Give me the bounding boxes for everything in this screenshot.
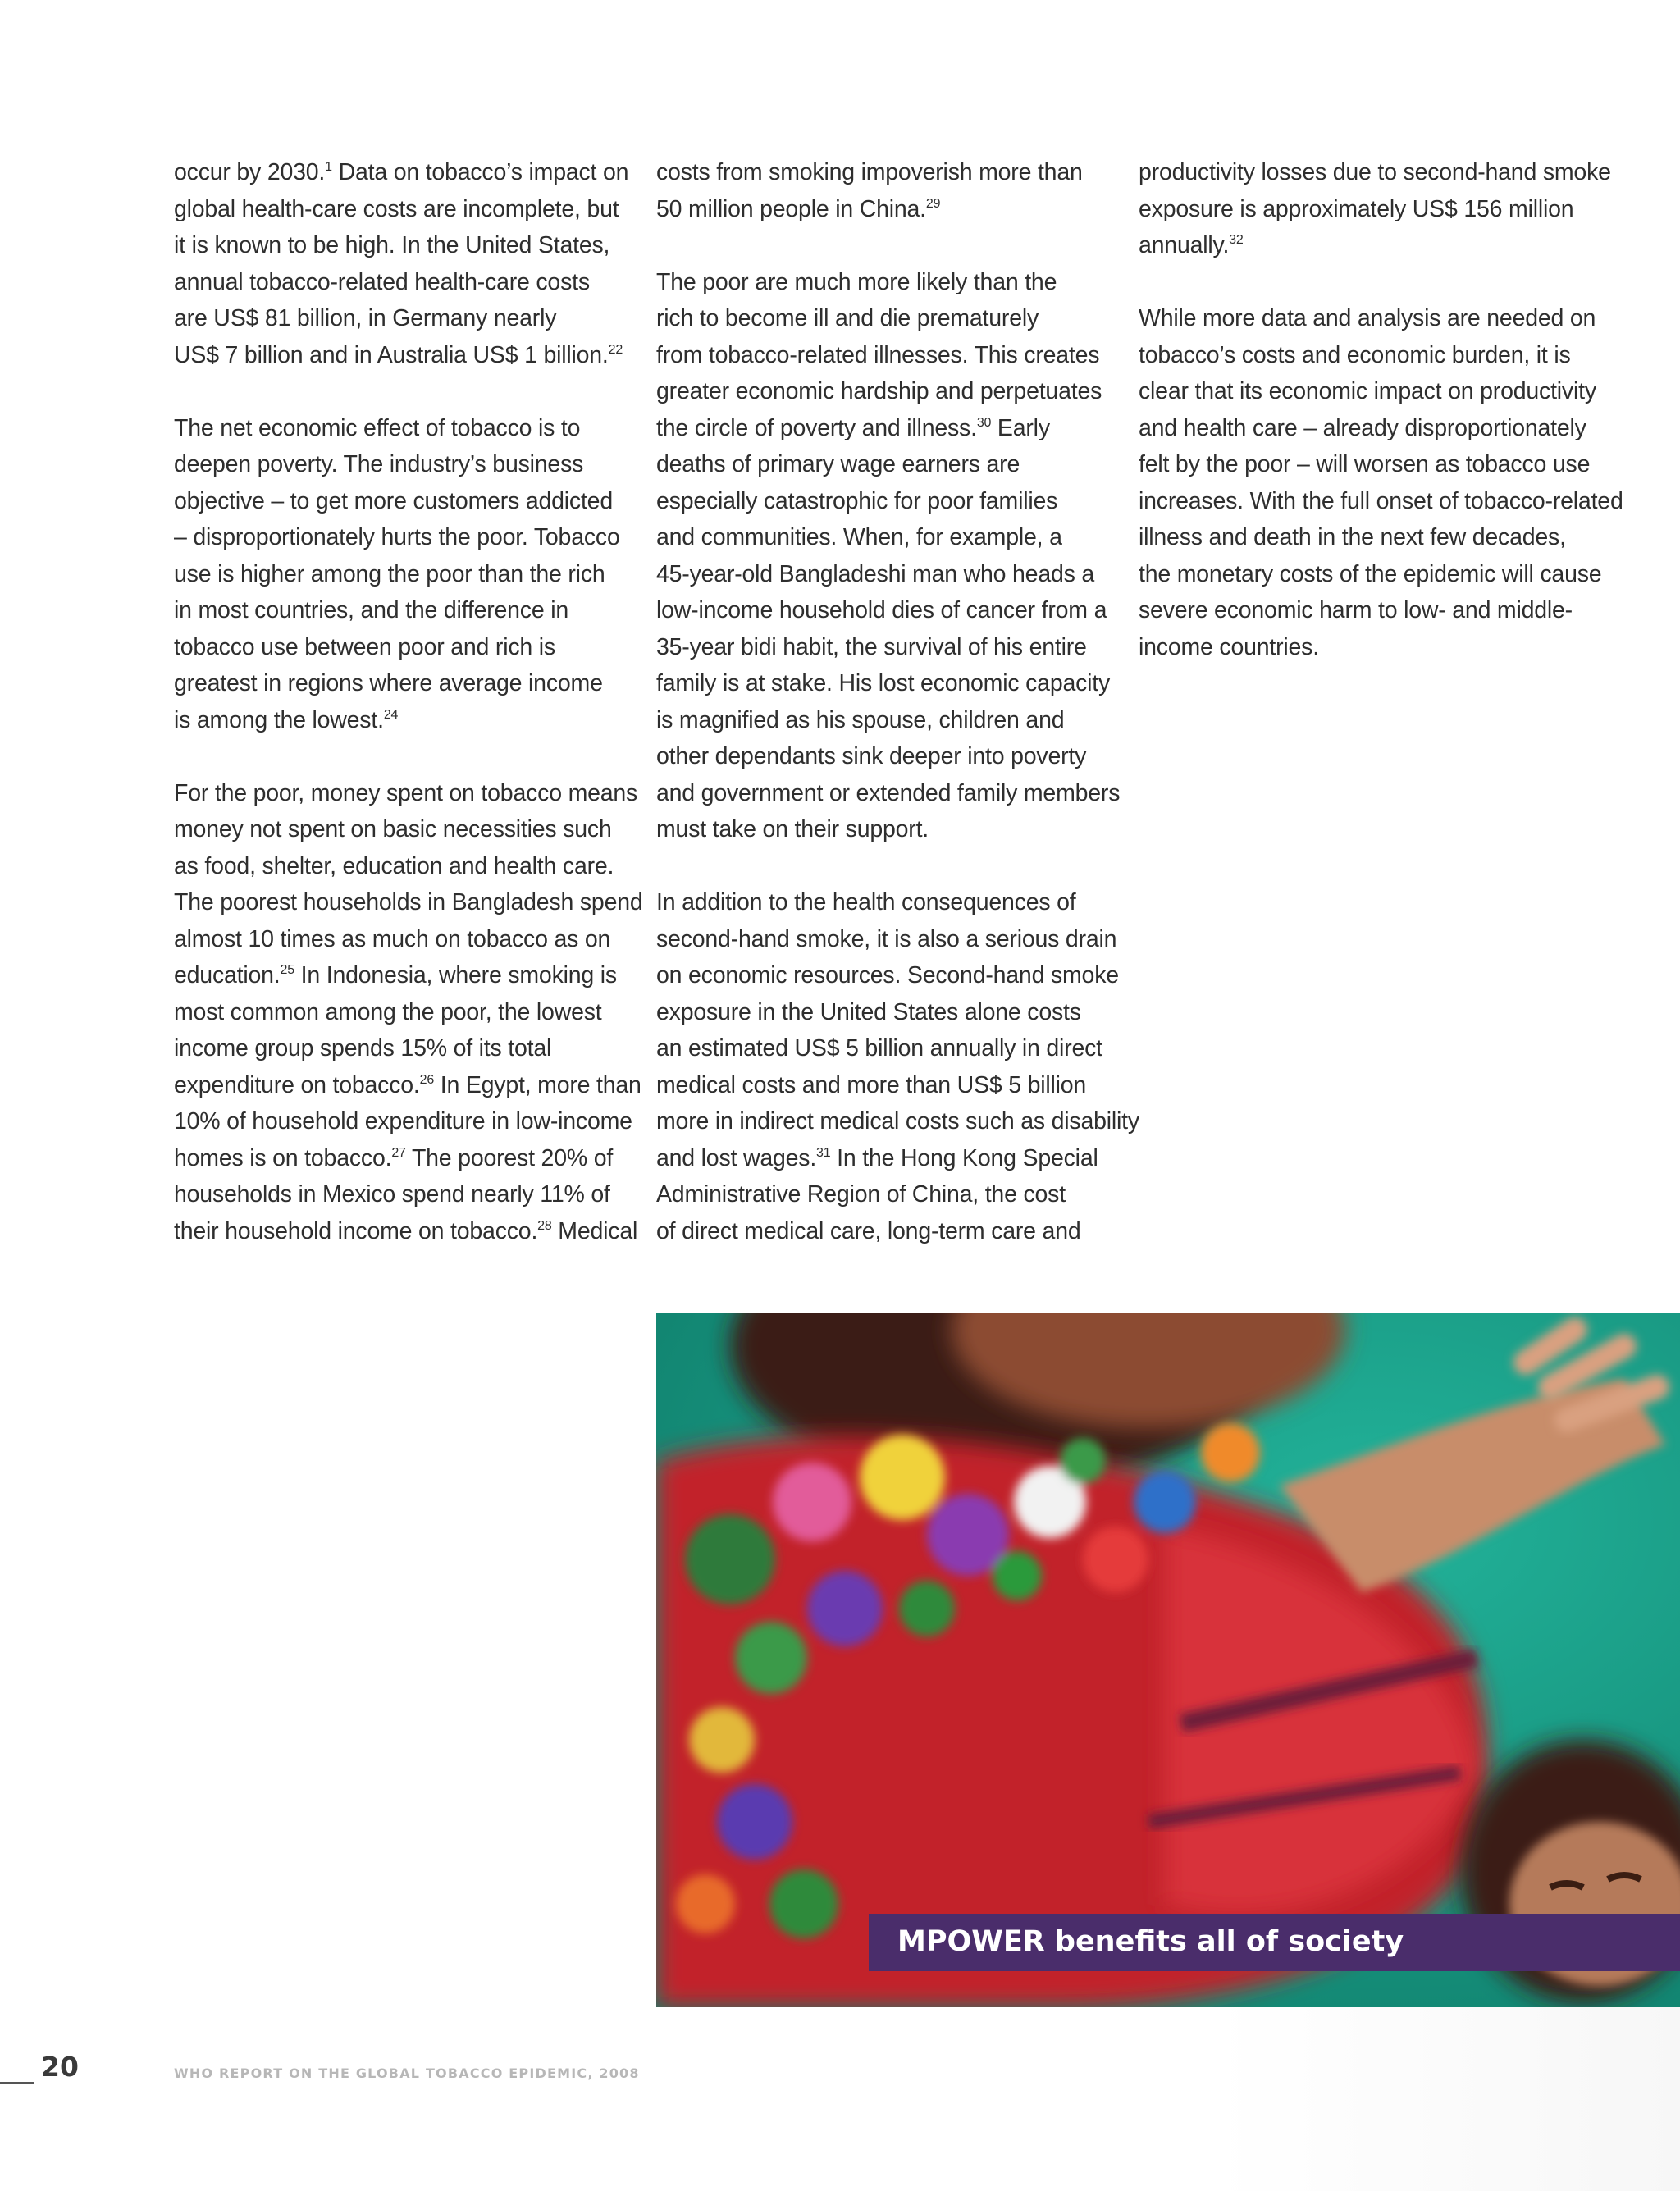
running-footer-title: WHO REPORT ON THE GLOBAL TOBACCO EPIDEMIC, 2008 bbox=[174, 2065, 640, 2081]
text-column-1 bbox=[174, 154, 643, 1249]
body-text-line: of direct medical care, long-term care and bbox=[656, 1217, 1081, 1244]
body-text-line: and communities. When, for example, a bbox=[656, 524, 1062, 550]
body-text-line: in most countries, and the difference in bbox=[174, 597, 569, 623]
body-text-line: rich to become ill and die prematurely bbox=[656, 305, 1039, 331]
footnote-marker: 25 bbox=[280, 963, 294, 977]
body-text-line: almost 10 times as much on tobacco as on bbox=[174, 925, 611, 952]
body-text-line: education.$^{25}$ In Indonesia, where smoking is bbox=[174, 962, 617, 988]
footer-rule bbox=[0, 2082, 34, 2084]
body-text-line: deaths of primary wage earners are bbox=[656, 451, 1020, 477]
photo-woman-embroidered-blouse bbox=[656, 1313, 1680, 2007]
text-column-3 bbox=[1139, 154, 1631, 665]
body-text-line: other dependants sink deeper into poverty bbox=[656, 743, 1087, 769]
body-text-line: 45-year-old Bangladeshi man who heads a bbox=[656, 560, 1095, 587]
paragraph-gap bbox=[656, 227, 1116, 264]
paragraph-gap bbox=[1139, 264, 1631, 301]
body-text-line: and government or extended family members bbox=[656, 779, 1121, 806]
body-text-line: While more data and analysis are needed on bbox=[1139, 305, 1596, 331]
footer-shade bbox=[1214, 2007, 1680, 2191]
paragraph-gap bbox=[174, 738, 617, 775]
body-text-line: occur by 2030.$^1$ Data on tobacco’s impact on bbox=[174, 159, 629, 185]
body-text-line: income countries. bbox=[1139, 633, 1319, 660]
paragraph-gap bbox=[656, 848, 1116, 885]
footnote-marker: 31 bbox=[816, 1145, 831, 1160]
photo-caption: MPOWER benefits all of society bbox=[897, 1925, 1404, 1958]
body-text-line: deepen poverty. The industry’s business bbox=[174, 451, 584, 477]
body-text-line: exposure is approximately US$ 156 million bbox=[1139, 195, 1574, 222]
body-text-line: objective – to get more customers addicted bbox=[174, 487, 613, 514]
body-text-line: and health care – already disproportionately bbox=[1139, 414, 1586, 441]
body-text-line: use is higher among the poor than the rich bbox=[174, 560, 605, 587]
body-text-line: The poor are much more likely than the bbox=[656, 268, 1057, 295]
footnote-marker: 1 bbox=[325, 160, 332, 174]
body-text-line: an estimated US$ 5 billion annually in direct bbox=[656, 1035, 1102, 1061]
body-text-line: greater economic hardship and perpetuates bbox=[656, 378, 1102, 404]
body-text-line: the circle of poverty and illness.$^{30}$ Early bbox=[656, 414, 1050, 441]
body-text-line: productivity losses due to second-hand smoke bbox=[1139, 159, 1611, 185]
body-text-line: increases. With the full onset of tobacco-related bbox=[1139, 487, 1623, 514]
body-text-line: especially catastrophic for poor families bbox=[656, 487, 1058, 514]
body-text-line: it is known to be high. In the United States, bbox=[174, 232, 610, 258]
body-text-line: Administrative Region of China, the cost bbox=[656, 1181, 1066, 1207]
footnote-marker: 29 bbox=[925, 196, 941, 211]
body-text-line: greatest in regions where average income bbox=[174, 670, 603, 696]
body-text-line: money not spent on basic necessities such bbox=[174, 816, 612, 842]
body-text-line: global health-care costs are incomplete, but bbox=[174, 195, 619, 222]
body-text-line: costs from smoking impoverish more than bbox=[656, 159, 1083, 185]
body-text-line: For the poor, money spent on tobacco means bbox=[174, 779, 638, 806]
body-text-line: their household income on tobacco.$^{28}$ Medical bbox=[174, 1217, 638, 1244]
body-text-line: homes is on tobacco.$^{27}$ The poorest 20% of bbox=[174, 1144, 614, 1171]
body-text-line: 10% of household expenditure in low-income bbox=[174, 1108, 632, 1134]
body-text-line: is magnified as his spouse, children and bbox=[656, 706, 1065, 733]
paragraph-gap bbox=[174, 373, 617, 410]
body-text-line: annual tobacco-related health-care costs bbox=[174, 268, 590, 295]
body-text-line: family is at stake. His lost economic capacity bbox=[656, 670, 1111, 696]
page-number: 20 bbox=[41, 2051, 79, 2083]
body-text-line: illness and death in the next few decades, bbox=[1139, 524, 1566, 550]
body-text-line: US$ 7 billion and in Australia US$ 1 billion.$^{22}$ bbox=[174, 341, 623, 368]
footnote-marker: 22 bbox=[608, 342, 623, 357]
body-text-line: low-income household dies of cancer from a bbox=[656, 597, 1107, 623]
body-text-line: households in Mexico spend nearly 11% of bbox=[174, 1181, 610, 1207]
body-text-line: second-hand smoke, it is also a serious drain bbox=[656, 925, 1117, 952]
footnote-marker: 32 bbox=[1229, 233, 1244, 247]
body-text-line: expenditure on tobacco.$^{26}$ In Egypt, more than bbox=[174, 1071, 641, 1098]
body-text-line: must take on their support. bbox=[656, 816, 929, 842]
body-text-line: – disproportionately hurts the poor. Tobacco bbox=[174, 524, 620, 550]
body-text-line: severe economic harm to low- and middle- bbox=[1139, 597, 1573, 623]
body-text-line: tobacco’s costs and economic burden, it is bbox=[1139, 341, 1571, 368]
footnote-marker: 26 bbox=[419, 1072, 435, 1087]
footnote-marker: 28 bbox=[537, 1218, 552, 1233]
footnote-marker: 27 bbox=[391, 1145, 406, 1160]
body-text-line: clear that its economic impact on productivity bbox=[1139, 378, 1596, 404]
body-text-line: exposure in the United States alone costs bbox=[656, 998, 1081, 1025]
body-text-line: medical costs and more than US$ 5 billion bbox=[656, 1071, 1087, 1098]
body-text-line: 50 million people in China.$^{29}$ bbox=[656, 195, 941, 222]
body-text-line: felt by the poor – will worsen as tobacco use bbox=[1139, 451, 1591, 477]
body-text-line: The net economic effect of tobacco is to bbox=[174, 414, 581, 441]
body-text-line: the monetary costs of the epidemic will cause bbox=[1139, 560, 1602, 587]
body-text-line: are US$ 81 billion, in Germany nearly bbox=[174, 305, 557, 331]
body-text-line: 35-year bidi habit, the survival of his entire bbox=[656, 633, 1087, 660]
body-text-line: on economic resources. Second-hand smoke bbox=[656, 962, 1119, 988]
body-text-line: from tobacco-related illnesses. This creates bbox=[656, 341, 1100, 368]
footnote-marker: 24 bbox=[383, 707, 399, 722]
body-text-line: and lost wages.$^{31}$ In the Hong Kong Special bbox=[656, 1144, 1098, 1171]
body-text-line: annually.$^{32}$ bbox=[1139, 232, 1244, 258]
body-text-line: In addition to the health consequences of bbox=[656, 889, 1076, 915]
body-text-line: as food, shelter, education and health care. bbox=[174, 852, 614, 879]
footnote-marker: 30 bbox=[976, 415, 992, 430]
body-text-line: most common among the poor, the lowest bbox=[174, 998, 602, 1025]
body-text-line: more in indirect medical costs such as disability bbox=[656, 1108, 1139, 1134]
body-text-line: is among the lowest.$^{24}$ bbox=[174, 706, 399, 733]
body-text-line: The poorest households in Bangladesh spend bbox=[174, 889, 643, 915]
body-text-line: tobacco use between poor and rich is bbox=[174, 633, 555, 660]
body-text-line: income group spends 15% of its total bbox=[174, 1035, 552, 1061]
text-column-2 bbox=[656, 154, 1139, 1249]
